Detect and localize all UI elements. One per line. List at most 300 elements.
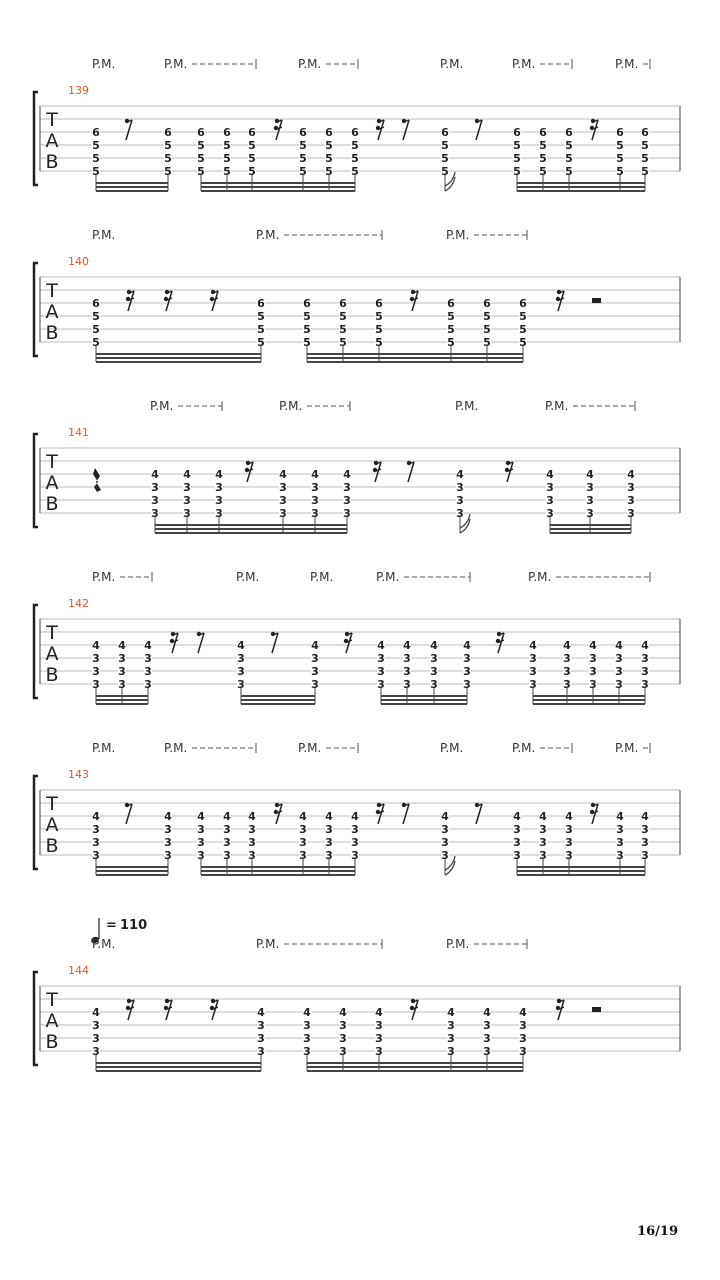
- tab-system: [34, 57, 680, 191]
- fret-number: 3: [589, 665, 597, 678]
- fret-number: 6: [92, 297, 100, 310]
- fret-number: 6: [513, 126, 521, 139]
- chord: [447, 1006, 455, 1071]
- fret-number: 3: [441, 823, 449, 836]
- fret-number: 3: [529, 665, 537, 678]
- fret-number: 3: [183, 507, 191, 520]
- chord: [299, 810, 307, 875]
- fret-number: 3: [215, 494, 223, 507]
- rest-flag-dot: [274, 810, 278, 814]
- fret-number: 5: [197, 152, 205, 165]
- fret-number: 4: [539, 810, 547, 823]
- tab-clef-letter: B: [45, 1031, 59, 1053]
- fret-number: 5: [616, 139, 624, 152]
- fret-number: 6: [441, 126, 449, 139]
- fret-number: 3: [589, 678, 597, 691]
- rest-flag-dot: [164, 1006, 168, 1010]
- fret-number: 3: [197, 823, 205, 836]
- fret-number: 4: [197, 810, 205, 823]
- fret-number: 3: [92, 652, 100, 665]
- fret-number: 5: [483, 310, 491, 323]
- chord: [615, 639, 623, 704]
- fret-number: 5: [257, 323, 265, 336]
- rest-flag-dot: [126, 1006, 130, 1010]
- chord: [92, 297, 100, 362]
- fret-number: 4: [279, 468, 287, 481]
- fret-number: 5: [197, 165, 205, 178]
- fret-number: 5: [641, 139, 649, 152]
- fret-number: 3: [539, 836, 547, 849]
- fret-number: 4: [237, 639, 245, 652]
- palm-mute-marker: P.M.: [512, 57, 536, 71]
- page-number: 16/19: [637, 1224, 678, 1239]
- tempo-equals: =: [106, 918, 117, 933]
- fret-number: 5: [375, 336, 383, 349]
- palm-mute-marker: P.M.: [446, 937, 470, 951]
- fret-number: 3: [237, 652, 245, 665]
- tab-clef-letter: T: [46, 793, 58, 815]
- fret-number: 5: [519, 323, 527, 336]
- palm-mute-marker: P.M.: [150, 399, 174, 413]
- chord: [377, 639, 385, 704]
- fret-number: 3: [303, 1045, 311, 1058]
- palm-mute-marker: P.M.: [256, 228, 280, 242]
- tab-clef-letter: T: [46, 451, 58, 473]
- fret-number: 5: [325, 152, 333, 165]
- palm-mute-marker: P.M.: [92, 57, 116, 71]
- tab-clef-letter: T: [46, 280, 58, 302]
- chord: [447, 297, 455, 362]
- tab-clef-letter: B: [45, 664, 59, 686]
- fret-number: 3: [483, 1019, 491, 1032]
- chord: [539, 810, 547, 875]
- tab-clef-letter: A: [45, 643, 59, 665]
- rest-flag-dot: [410, 297, 414, 301]
- chord: [519, 1006, 527, 1071]
- chord: [223, 126, 231, 191]
- fret-number: 5: [92, 323, 100, 336]
- fret-number: 3: [223, 823, 231, 836]
- system-bracket: [34, 605, 38, 698]
- fret-number: 3: [586, 481, 594, 494]
- palm-mute-marker: P.M.: [298, 741, 322, 755]
- tab-clef-letter: A: [45, 814, 59, 836]
- fret-number: 5: [441, 165, 449, 178]
- fret-number: 4: [311, 468, 319, 481]
- fret-number: 3: [463, 678, 471, 691]
- palm-mute-marker: P.M.: [92, 570, 116, 584]
- fret-number: 5: [92, 165, 100, 178]
- fret-number: 3: [311, 678, 319, 691]
- fret-number: 3: [627, 481, 635, 494]
- chord: [463, 639, 471, 704]
- fret-number: 5: [351, 139, 359, 152]
- chord: [483, 297, 491, 362]
- tab-clef-letter: T: [46, 989, 58, 1011]
- fret-number: 3: [339, 1045, 347, 1058]
- chord: [375, 1006, 383, 1071]
- half-rest: [592, 1007, 601, 1012]
- fret-number: 5: [539, 139, 547, 152]
- fret-number: 3: [513, 823, 521, 836]
- fret-number: 3: [92, 678, 100, 691]
- chord: [513, 810, 521, 875]
- fret-number: 3: [118, 665, 126, 678]
- fret-number: 3: [563, 652, 571, 665]
- fret-number: 5: [375, 323, 383, 336]
- fret-number: 3: [311, 507, 319, 520]
- fret-number: 5: [641, 152, 649, 165]
- tab-clef-letter: A: [45, 1010, 59, 1032]
- fret-number: 3: [279, 494, 287, 507]
- rest-flag-dot: [590, 810, 594, 814]
- fret-number: 3: [539, 849, 547, 862]
- fret-number: 6: [519, 297, 527, 310]
- fret-number: 4: [303, 1006, 311, 1019]
- tab-clef-letter: B: [45, 835, 59, 857]
- fret-number: 3: [563, 665, 571, 678]
- fret-number: 4: [351, 810, 359, 823]
- fret-number: 5: [447, 323, 455, 336]
- palm-mute-marker: P.M.: [310, 570, 334, 584]
- fret-number: 3: [92, 836, 100, 849]
- fret-number: 4: [339, 1006, 347, 1019]
- measure-number: 142: [68, 597, 89, 610]
- fret-number: 3: [627, 507, 635, 520]
- fret-number: 4: [616, 810, 624, 823]
- fret-number: 3: [641, 652, 649, 665]
- chord: [616, 810, 624, 875]
- fret-number: 4: [463, 639, 471, 652]
- fret-number: 6: [483, 297, 491, 310]
- fret-number: 6: [164, 126, 172, 139]
- palm-mute-marker: P.M.: [440, 57, 464, 71]
- fret-number: 3: [279, 481, 287, 494]
- palm-mute-marker: P.M.: [164, 57, 188, 71]
- fret-number: 4: [430, 639, 438, 652]
- palm-mute-marker: P.M.: [440, 741, 464, 755]
- palm-mute-marker: P.M.: [615, 741, 639, 755]
- fret-number: 3: [447, 1019, 455, 1032]
- chord: [403, 639, 411, 704]
- fret-number: 3: [565, 823, 573, 836]
- fret-number: 3: [164, 823, 172, 836]
- fret-number: 6: [303, 297, 311, 310]
- fret-number: 4: [441, 810, 449, 823]
- fret-number: 5: [339, 323, 347, 336]
- chord: [641, 810, 649, 875]
- fret-number: 3: [151, 494, 159, 507]
- fret-number: 3: [565, 849, 573, 862]
- fret-number: 4: [456, 468, 464, 481]
- chord: [92, 1006, 100, 1071]
- fret-number: 5: [339, 310, 347, 323]
- chord: [257, 1006, 265, 1071]
- fret-number: 3: [375, 1045, 383, 1058]
- rest-flag-dot: [590, 126, 594, 130]
- fret-number: 4: [183, 468, 191, 481]
- fret-number: 4: [164, 810, 172, 823]
- fret-number: 3: [164, 836, 172, 849]
- fret-number: 3: [257, 1032, 265, 1045]
- fret-number: 5: [223, 139, 231, 152]
- fret-number: 3: [377, 652, 385, 665]
- chord: [311, 468, 319, 533]
- fret-number: 3: [529, 678, 537, 691]
- rest-flag-dot: [505, 468, 509, 472]
- chord: [215, 468, 223, 533]
- chord: [311, 639, 319, 704]
- rest-flag-dot: [556, 1006, 560, 1010]
- chord: [325, 810, 333, 875]
- fret-number: 3: [586, 494, 594, 507]
- fret-number: 3: [539, 823, 547, 836]
- fret-number: 3: [339, 1032, 347, 1045]
- fret-number: 3: [118, 652, 126, 665]
- fret-number: 5: [483, 336, 491, 349]
- fret-number: 5: [513, 139, 521, 152]
- fret-number: 3: [223, 836, 231, 849]
- fret-number: 5: [447, 336, 455, 349]
- fret-number: 4: [375, 1006, 383, 1019]
- fret-number: 3: [463, 652, 471, 665]
- chord: [641, 126, 649, 191]
- chord: [248, 126, 256, 191]
- fret-number: 6: [257, 297, 265, 310]
- fret-number: 3: [144, 678, 152, 691]
- rest-flag-dot: [245, 468, 249, 472]
- fret-number: 3: [311, 481, 319, 494]
- tab-system: [34, 918, 680, 1071]
- tab-clef-letter: T: [46, 109, 58, 131]
- fret-number: 3: [92, 1032, 100, 1045]
- rest-flag-dot: [210, 297, 214, 301]
- fret-number: 3: [325, 823, 333, 836]
- fret-number: 3: [546, 494, 554, 507]
- fret-number: 5: [299, 165, 307, 178]
- fret-number: 3: [237, 678, 245, 691]
- chord: [92, 126, 100, 191]
- fret-number: 5: [92, 336, 100, 349]
- palm-mute-marker: P.M.: [298, 57, 322, 71]
- fret-number: 5: [375, 310, 383, 323]
- rest-flag-dot: [344, 639, 348, 643]
- rest-flag-dot: [274, 126, 278, 130]
- fret-number: 3: [456, 481, 464, 494]
- fret-number: 3: [215, 507, 223, 520]
- fret-number: 3: [144, 665, 152, 678]
- system-bracket: [34, 972, 38, 1065]
- chord: [223, 810, 231, 875]
- fret-number: 4: [223, 810, 231, 823]
- measure-number: 140: [68, 255, 89, 268]
- fret-number: 3: [546, 507, 554, 520]
- tab-clef-letter: A: [45, 472, 59, 494]
- palm-mute-marker: P.M.: [446, 228, 470, 242]
- tab-clef-letter: B: [45, 493, 59, 515]
- chord: [351, 810, 359, 875]
- fret-number: 4: [92, 810, 100, 823]
- fret-number: 3: [311, 665, 319, 678]
- chord: [563, 639, 571, 704]
- fret-number: 5: [248, 139, 256, 152]
- chord: [483, 1006, 491, 1071]
- rest-flag-dot: [164, 297, 168, 301]
- fret-number: 6: [565, 126, 573, 139]
- fret-number: 4: [546, 468, 554, 481]
- chord: [279, 468, 287, 533]
- fret-number: 5: [325, 139, 333, 152]
- fret-number: 3: [257, 1045, 265, 1058]
- fret-number: 3: [430, 652, 438, 665]
- chord: [343, 468, 351, 533]
- fret-number: 3: [377, 678, 385, 691]
- chord: [118, 639, 126, 704]
- fret-number: 3: [546, 481, 554, 494]
- fret-number: 4: [257, 1006, 265, 1019]
- chord: [351, 126, 359, 191]
- fret-number: 4: [325, 810, 333, 823]
- tab-system: [34, 570, 680, 704]
- rest-flag-dot: [376, 810, 380, 814]
- fret-number: 3: [456, 494, 464, 507]
- fret-number: 3: [311, 652, 319, 665]
- fret-number: 5: [197, 139, 205, 152]
- fret-number: 5: [164, 139, 172, 152]
- fret-number: 3: [641, 849, 649, 862]
- fret-number: 3: [151, 481, 159, 494]
- fret-number: 3: [351, 836, 359, 849]
- fret-number: 3: [586, 507, 594, 520]
- fret-number: 3: [92, 1019, 100, 1032]
- fret-number: 5: [248, 152, 256, 165]
- fret-number: 5: [92, 139, 100, 152]
- fret-number: 3: [257, 1019, 265, 1032]
- chord: [616, 126, 624, 191]
- fret-number: 3: [144, 652, 152, 665]
- fret-number: 5: [257, 310, 265, 323]
- fret-number: 3: [343, 494, 351, 507]
- fret-number: 3: [215, 481, 223, 494]
- fret-number: 5: [441, 139, 449, 152]
- palm-mute-marker: P.M.: [164, 741, 188, 755]
- fret-number: 5: [513, 165, 521, 178]
- fret-number: 3: [615, 652, 623, 665]
- fret-number: 3: [223, 849, 231, 862]
- fret-number: 5: [641, 165, 649, 178]
- fret-number: 3: [351, 823, 359, 836]
- fret-number: 5: [303, 336, 311, 349]
- quarter-rest: [93, 468, 101, 492]
- tab-system: [34, 741, 680, 875]
- chord: [303, 297, 311, 362]
- fret-number: 5: [616, 165, 624, 178]
- chord: [197, 126, 205, 191]
- chord: [627, 468, 635, 533]
- fret-number: 3: [519, 1045, 527, 1058]
- fret-number: 3: [641, 823, 649, 836]
- fret-number: 3: [483, 1045, 491, 1058]
- fret-number: 6: [447, 297, 455, 310]
- fret-number: 3: [403, 678, 411, 691]
- fret-number: 5: [299, 139, 307, 152]
- fret-number: 6: [339, 297, 347, 310]
- fret-number: 5: [303, 310, 311, 323]
- measure-number: 141: [68, 426, 89, 439]
- fret-number: 5: [616, 152, 624, 165]
- fret-number: 3: [197, 836, 205, 849]
- fret-number: 4: [586, 468, 594, 481]
- fret-number: 5: [223, 165, 231, 178]
- chord: [529, 639, 537, 704]
- fret-number: 3: [92, 823, 100, 836]
- chord: [151, 468, 159, 533]
- fret-number: 3: [92, 1045, 100, 1058]
- palm-mute-marker: P.M.: [455, 399, 479, 413]
- fret-number: 3: [616, 849, 624, 862]
- fret-number: 5: [303, 323, 311, 336]
- systems-container: [34, 57, 680, 1071]
- fret-number: 5: [339, 336, 347, 349]
- chord: [589, 639, 597, 704]
- fret-number: 3: [616, 823, 624, 836]
- fret-number: 5: [299, 152, 307, 165]
- fret-number: 4: [377, 639, 385, 652]
- fret-number: 3: [325, 836, 333, 849]
- fret-number: 3: [299, 836, 307, 849]
- palm-mute-marker: P.M.: [92, 228, 116, 242]
- fret-number: 3: [375, 1019, 383, 1032]
- chord: [299, 126, 307, 191]
- tab-clef-letter: A: [45, 130, 59, 152]
- fret-number: 3: [311, 494, 319, 507]
- chord: [197, 810, 205, 875]
- fret-number: 4: [627, 468, 635, 481]
- measure-number: 143: [68, 768, 89, 781]
- fret-number: 3: [403, 665, 411, 678]
- chord: [339, 297, 347, 362]
- system-bracket: [34, 776, 38, 869]
- fret-number: 4: [615, 639, 623, 652]
- fret-number: 3: [641, 665, 649, 678]
- fret-number: 3: [92, 849, 100, 862]
- system-bracket: [34, 263, 38, 356]
- tab-clef-letter: B: [45, 322, 59, 344]
- rest-flag-dot: [496, 639, 500, 643]
- fret-number: 4: [92, 1006, 100, 1019]
- chord: [164, 810, 172, 875]
- chord: [565, 126, 573, 191]
- fret-number: 3: [463, 665, 471, 678]
- fret-number: 6: [325, 126, 333, 139]
- fret-number: 5: [483, 323, 491, 336]
- fret-number: 3: [447, 1032, 455, 1045]
- tab-system: [34, 399, 680, 533]
- fret-number: 3: [483, 1032, 491, 1045]
- chord: [565, 810, 573, 875]
- chord: [183, 468, 191, 533]
- fret-number: 5: [539, 152, 547, 165]
- chord: [92, 639, 100, 704]
- chord: [519, 297, 527, 362]
- fret-number: 5: [519, 310, 527, 323]
- fret-number: 3: [118, 678, 126, 691]
- chord: [641, 639, 649, 704]
- fret-number: 3: [375, 1032, 383, 1045]
- palm-mute-marker: P.M.: [545, 399, 569, 413]
- chord: [375, 297, 383, 362]
- fret-number: 3: [616, 836, 624, 849]
